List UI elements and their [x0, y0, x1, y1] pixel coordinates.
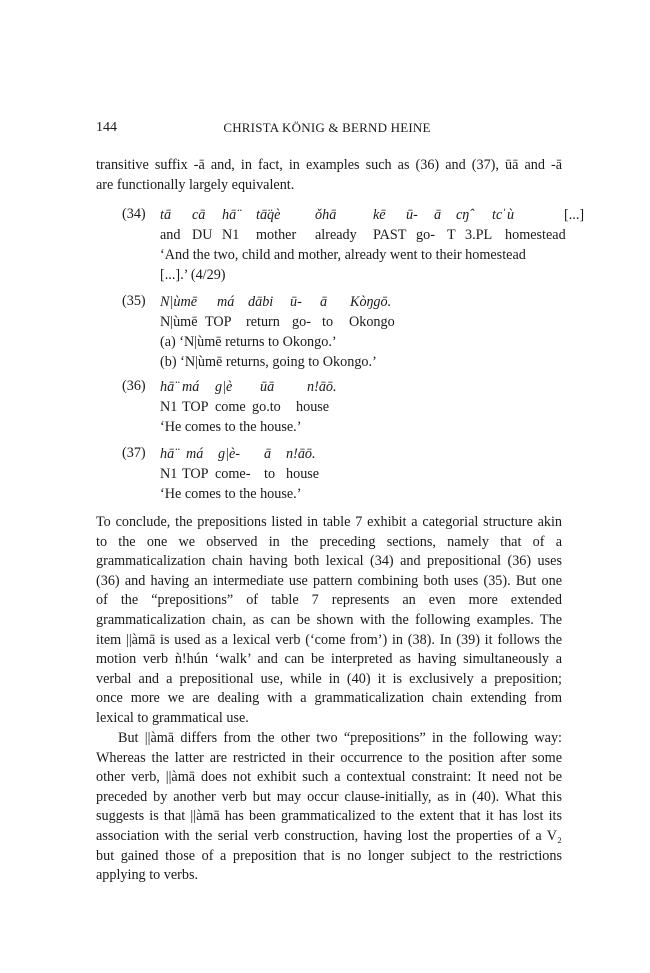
gloss-word: go.to [252, 399, 281, 415]
example-word: ǒhā [315, 207, 337, 223]
gloss-word: house [286, 466, 320, 482]
gloss-word: to [322, 314, 334, 330]
gloss-word: N|ùmē [160, 314, 198, 330]
gloss-word: Okongo [349, 314, 395, 330]
text-line: once more we are dealing with a grammaticalization chain extending from [96, 690, 562, 707]
text-line: but gained those of a preposition that is no longer subject to the restrictions [96, 847, 562, 864]
gloss-word: N1 [160, 399, 178, 415]
example-word: dābi [248, 294, 274, 310]
text-line: to the one we observed in the preceding sections, namely that of a [96, 533, 562, 550]
text-line: grammaticalization chain, as can be shown with the following examples. The [96, 611, 562, 628]
example-number: (37) [122, 445, 146, 461]
example-word: má [186, 446, 204, 462]
example-word: ā [320, 294, 328, 310]
example-word: cā [192, 207, 206, 223]
running-header [96, 120, 558, 140]
gloss-word: and [160, 227, 181, 243]
text-line: To conclude, the prepositions listed in table 7 exhibit a categorial structure akin [96, 514, 562, 530]
example-word: n!āō. [286, 446, 316, 462]
example-word: n!āō. [307, 379, 337, 395]
gloss-word: come [215, 399, 246, 415]
example-word: ū- [406, 207, 418, 223]
gloss-word: house [296, 399, 330, 415]
example-word: Kòŋgō. [350, 294, 392, 310]
running-header-authors: CHRISTA KÖNIG & BERND HEINE [223, 120, 431, 135]
body-paragraph-2 [96, 729, 562, 886]
example-word: N|ùmē [160, 294, 197, 310]
example-translation: (a) ‘N|ùmē returns to Okongo.’ [160, 334, 337, 350]
gloss-word: go- [292, 314, 311, 330]
gloss-word: N1 [222, 227, 240, 243]
example-word: ā [264, 446, 272, 462]
example-word: hā̈ [160, 379, 175, 395]
example-word: tā̈qè [256, 207, 281, 223]
gloss-word: PAST [373, 227, 407, 243]
gloss-word: return [246, 314, 280, 330]
example-word: cŋ̂ [456, 207, 470, 223]
gloss-word: mother [256, 227, 297, 243]
text-line: But ||àmā differs from the other two “prepositions” in the following way: [118, 730, 562, 746]
text-line: Whereas the latter are restricted in their occurrence to the position after some [96, 749, 562, 766]
gloss-word: to [264, 466, 276, 482]
text-line: applying to verbs. [96, 867, 199, 884]
text-line: (36) and having an intermediate use pattern combining both uses (35). But one [96, 572, 562, 589]
gloss-word: 3.PL [465, 227, 493, 243]
text-line: grammaticalization chain having both lexical (34) and prepositional (36) uses [96, 553, 562, 570]
example-word: [...] [564, 207, 585, 223]
example-word: ū- [290, 294, 302, 310]
example-translation: ‘He comes to the house.’ [160, 419, 302, 435]
example-translation: ‘And the two, child and mother, already went to their homestead [160, 247, 526, 263]
page-number: 144 [96, 120, 117, 135]
example-number: (34) [122, 206, 146, 222]
text-line: lexical to grammatical use. [96, 709, 249, 726]
text-line: motion verb ǹ!hún ‘walk’ and can be interpreted as having simultaneously a [96, 651, 562, 668]
example-number: (35) [122, 293, 146, 309]
text-line: suggests is that ||àmā has been grammaticalized to the extent that it has lost its [96, 808, 562, 825]
example-word: tā [160, 207, 172, 223]
gloss-word: go- [416, 227, 435, 243]
example-word: má [182, 379, 200, 395]
text-line: are functionally largely equivalent. [96, 176, 295, 193]
gloss-word: TOP [182, 399, 209, 415]
gloss-word: N1 [160, 466, 178, 482]
example-word: hā̈ [222, 207, 237, 223]
example-number: (36) [122, 378, 146, 394]
example-word: g|è- [218, 446, 241, 462]
text-line: preceded by another verb but may occur clause-initially, as in (40). What this [96, 788, 562, 805]
example-word: hā̈ [160, 446, 175, 462]
example-word: g|è [215, 379, 233, 395]
example-translation: (b) ‘N|ùmē returns, going to Okongo.’ [160, 354, 377, 370]
example-translation: [...].’ (4/29) [160, 267, 226, 283]
gloss-word: T [447, 227, 456, 243]
example-word: ūā [260, 379, 275, 395]
text-line: of the “prepositions” of table 7 represents an even more extended [96, 592, 562, 609]
text-line: transitive suffix -ā and, in fact, in examples such as (36) and (37), ūā and -ā [96, 157, 562, 173]
body-paragraph-1 [96, 513, 562, 729]
gloss-word: DU [192, 227, 213, 243]
example-word: má [217, 294, 235, 310]
example-translation: ‘He comes to the house.’ [160, 486, 302, 502]
text-line: item ||àmā is used as a lexical verb (‘come from’) in (38). In (39) it follows the [96, 631, 562, 648]
gloss-word: already [315, 227, 357, 243]
text-line: verbal and a prepositional use, while in (40) it is exclusively a preposition; [96, 670, 562, 687]
example-word: tcˈù [492, 207, 515, 223]
text-line: other verb, ||àmā does not exhibit such a contextual constraint: It need not be [96, 769, 562, 786]
intro-paragraph [96, 156, 562, 195]
gloss-word: come- [215, 466, 251, 482]
gloss-word: TOP [205, 314, 232, 330]
example-word: kē [373, 207, 386, 223]
example-word: ā [434, 207, 442, 223]
text-line: association with the serial verb construction, having lost the properties of a V₂ [96, 827, 562, 844]
gloss-word: homestead [505, 227, 566, 243]
gloss-word: TOP [182, 466, 209, 482]
